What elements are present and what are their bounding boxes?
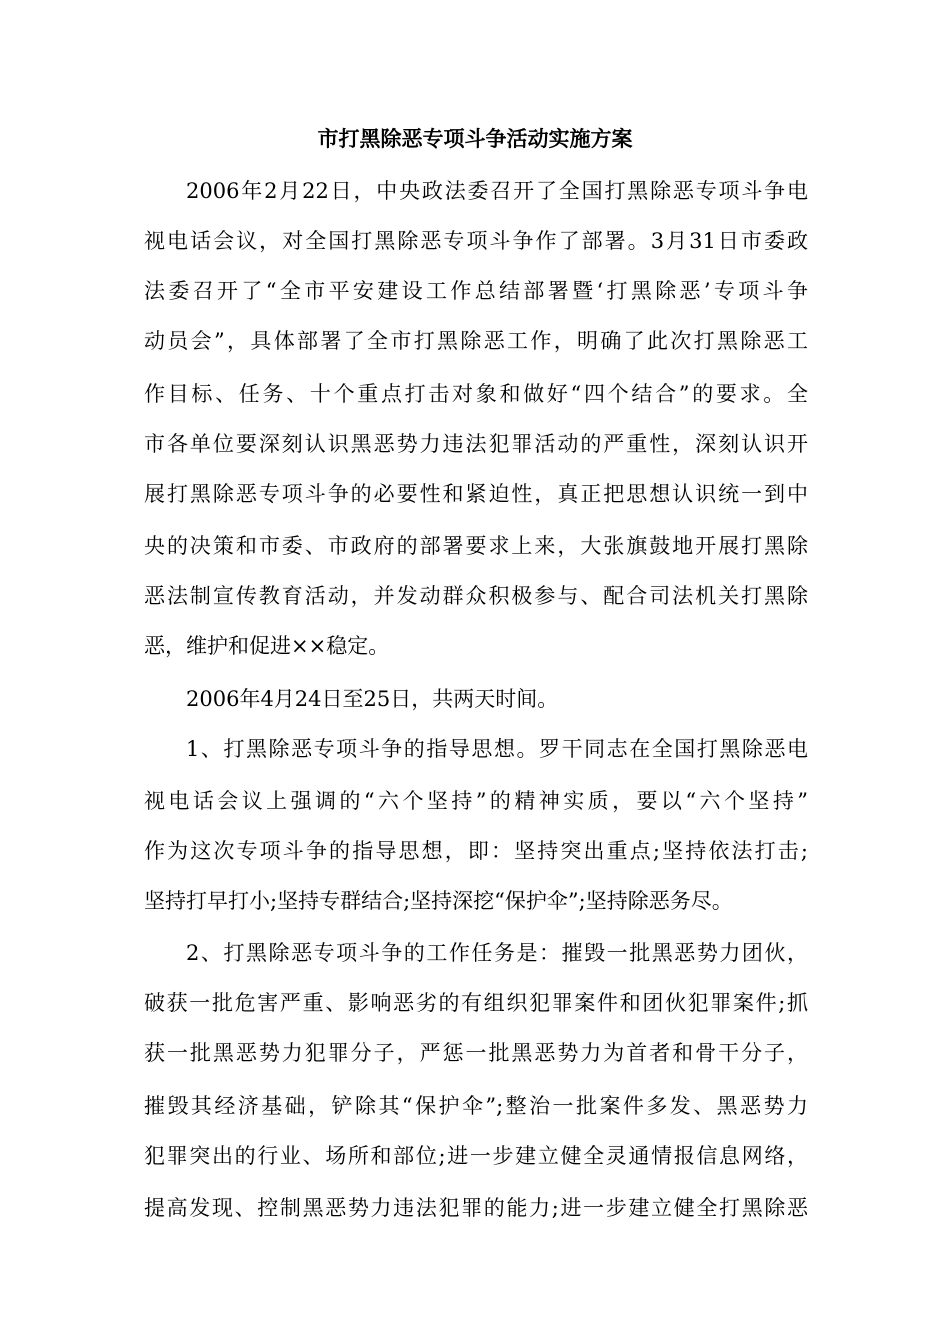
paragraph-line: 摧毁其经济基础，铲除其“保护伞”;整治一批案件多发、黑恶势力 <box>144 1094 808 1118</box>
paragraph-line: 视电话会议上强调的“六个坚持”的精神实质，要以“六个坚持” <box>144 789 808 813</box>
paragraph-line: 视电话会议，对全国打黑除恶专项斗争作了部署。3月31日市委政 <box>144 229 808 253</box>
paragraph-line: 1、打黑除恶专项斗争的指导思想。罗干同志在全国打黑除恶电 <box>186 737 808 761</box>
paragraph-line: 恶法制宣传教育活动，并发动群众积极参与、配合司法机关打黑除 <box>144 584 808 608</box>
paragraph-line: 2、打黑除恶专项斗争的工作任务是：摧毁一批黑恶势力团伙， <box>186 941 808 965</box>
paragraph-line: 市各单位要深刻认识黑恶势力违法犯罪活动的严重性，深刻认识开 <box>144 432 808 456</box>
paragraph-line: 恶，维护和促进××稳定。 <box>144 634 390 658</box>
document-title: 市打黑除恶专项斗争活动实施方案 <box>317 126 633 151</box>
paragraph-line: 央的决策和市委、市政府的部署要求上来，大张旗鼓地开展打黑除 <box>144 534 808 558</box>
paragraph-line: 坚持打早打小;坚持专群结合;坚持深挖“保护伞”;坚持除恶务尽。 <box>144 889 733 913</box>
paragraph-line: 犯罪突出的行业、场所和部位;进一步建立健全灵通情报信息网络， <box>144 1144 808 1168</box>
paragraph-line: 2006年2月22日，中央政法委召开了全国打黑除恶专项斗争电 <box>186 179 808 203</box>
paragraph-line: 作目标、任务、十个重点打击对象和做好“四个结合”的要求。全 <box>144 382 808 406</box>
paragraph-line: 提高发现、控制黑恶势力违法犯罪的能力;进一步建立健全打黑除恶 <box>144 1196 808 1220</box>
paragraph-line: 2006年4月24日至25日，共两天时间。 <box>186 687 559 711</box>
paragraph-line: 获一批黑恶势力犯罪分子，严惩一批黑恶势力为首者和骨干分子， <box>144 1041 808 1065</box>
paragraph-line: 动员会”，具体部署了全市打黑除恶工作，明确了此次打黑除恶工 <box>144 329 808 353</box>
paragraph-line: 破获一批危害严重、影响恶劣的有组织犯罪案件和团伙犯罪案件;抓 <box>144 991 808 1015</box>
paragraph-line: 作为这次专项斗争的指导思想，即：坚持突出重点;坚持依法打击; <box>144 839 808 863</box>
paragraph-line: 展打黑除恶专项斗争的必要性和紧迫性，真正把思想认识统一到中 <box>144 482 808 506</box>
paragraph-line: 法委召开了“全市平安建设工作总结部署暨‘打黑除恶’专项斗争 <box>144 279 808 303</box>
